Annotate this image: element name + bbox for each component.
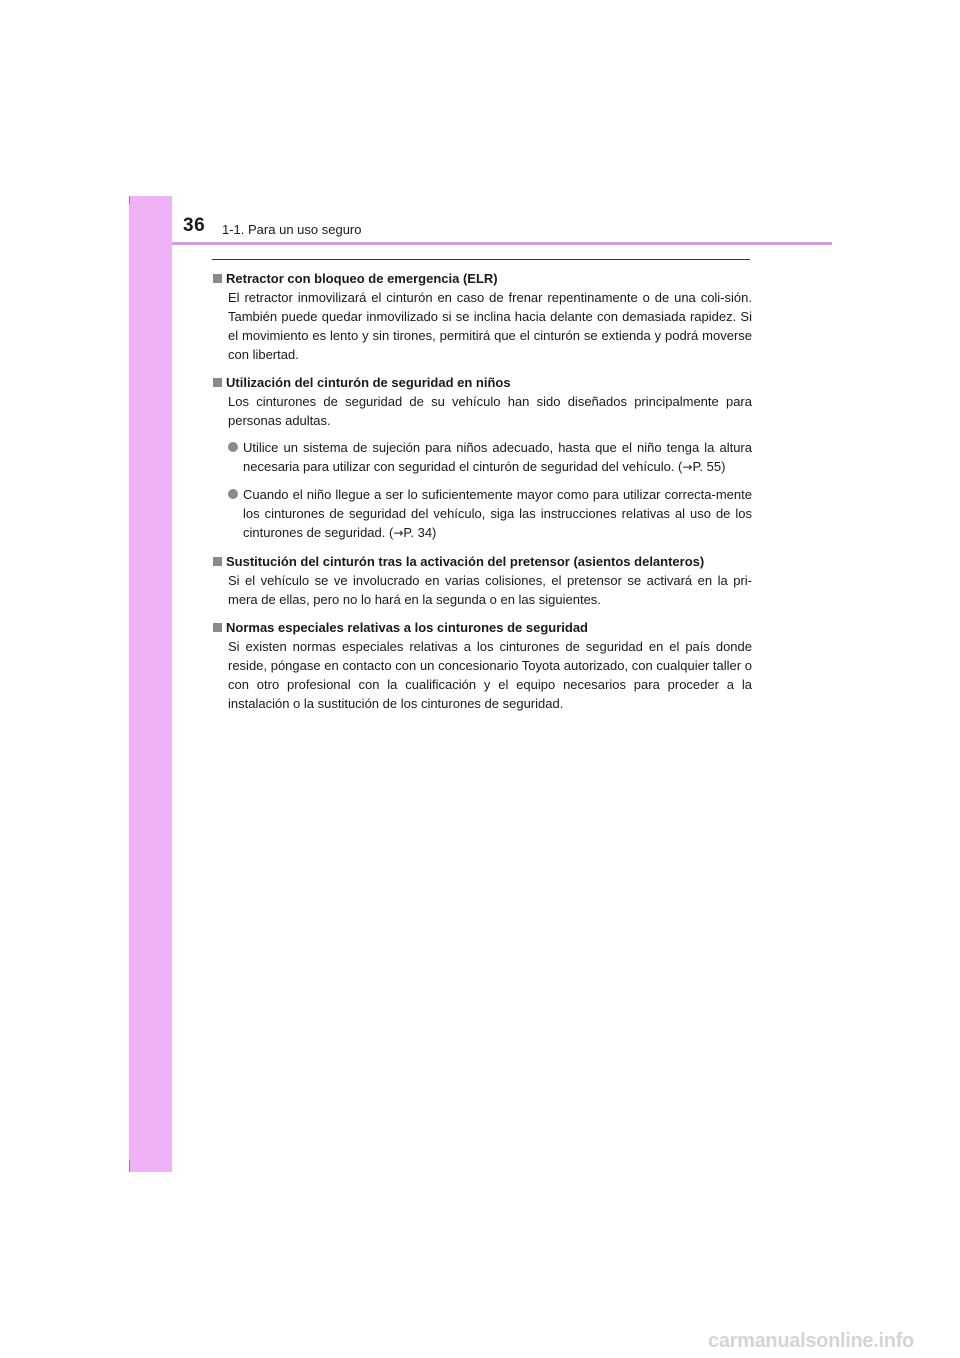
section-elr	[212, 269, 752, 364]
page-reference-link[interactable]: P. 55)	[692, 459, 726, 474]
arrow-right-icon: →	[682, 460, 693, 474]
square-bullet-icon	[213, 378, 222, 387]
section-heading	[212, 269, 752, 288]
square-bullet-icon	[213, 274, 222, 283]
section-body: Si existen normas especiales relativas a los cinturones de seguridad en el país donde reside, póngase en contacto con un concesionario Toyota autorizado, con cualquier taller o con otro profesional con la cualificación y el equipo necesarios para proceder a la instalación o la sustitución de los cinturones de seguridad.	[228, 639, 752, 711]
crop-mark-top	[129, 196, 130, 204]
content-top-rule	[212, 259, 750, 260]
chapter-section-title: 1-1. Para un uso seguro	[222, 222, 362, 237]
bullet-text: Cuando el niño llegue a ser lo suficientemente mayor como para utilizar correcta-mente los cinturones de seguridad del vehículo, siga las instrucciones relativas al uso de los cinturones de seguridad. (	[243, 487, 752, 540]
crop-mark-bottom	[129, 1160, 130, 1172]
page-number: 36	[183, 215, 206, 236]
list-item	[228, 485, 752, 543]
page-reference-link[interactable]: P. 34)	[403, 525, 437, 540]
section-heading	[212, 552, 752, 571]
section-body: El retractor inmovilizará el cinturón en caso de frenar repentinamente o de una coli-sión. También puede quedar inmovilizado si se inclina hacia delante con demasiada rapidez. Si el movimiento es lento y sin tirones, permitirá que el cinturón se extienda y podrá moverse con libertad.	[228, 290, 752, 362]
arrow-right-icon: →	[393, 526, 404, 540]
page-content	[212, 269, 752, 722]
section-heading-text: Utilización del cinturón de seguridad en niños	[226, 375, 511, 390]
section-children	[212, 373, 752, 543]
section-heading-text: Sustitución del cinturón tras la activación del pretensor (asientos delanteros)	[226, 554, 705, 569]
square-bullet-icon	[213, 623, 222, 632]
watermark-logo: carmanualsonline.info	[708, 1330, 914, 1352]
square-bullet-icon	[213, 557, 222, 566]
section-body: Los cinturones de seguridad de su vehículo han sido diseñados principalmente para personas adultas.	[228, 394, 752, 428]
circle-bullet-icon	[228, 489, 238, 499]
section-heading-text: Retractor con bloqueo de emergencia (ELR)	[226, 271, 498, 286]
header-rule	[172, 242, 832, 245]
bullet-text: Utilice un sistema de sujeción para niños adecuado, hasta que el niño tenga la altura necesaria para utilizar con seguridad el cinturón de seguridad del vehículo. (	[243, 440, 752, 474]
bullet-list	[228, 438, 752, 543]
section-body: Si el vehículo se ve involucrado en varias colisiones, el pretensor se activará en la pri-mera de ellas, pero no lo hará en la segunda o en las siguientes.	[228, 573, 752, 607]
section-heading	[212, 373, 752, 392]
circle-bullet-icon	[228, 442, 238, 452]
section-heading-text: Normas especiales relativas a los cinturones de seguridad	[226, 620, 588, 635]
chapter-sidebar-tab	[129, 196, 172, 1172]
list-item	[228, 438, 752, 477]
section-pretensioner	[212, 552, 752, 609]
section-heading	[212, 618, 752, 637]
section-special-rules	[212, 618, 752, 713]
